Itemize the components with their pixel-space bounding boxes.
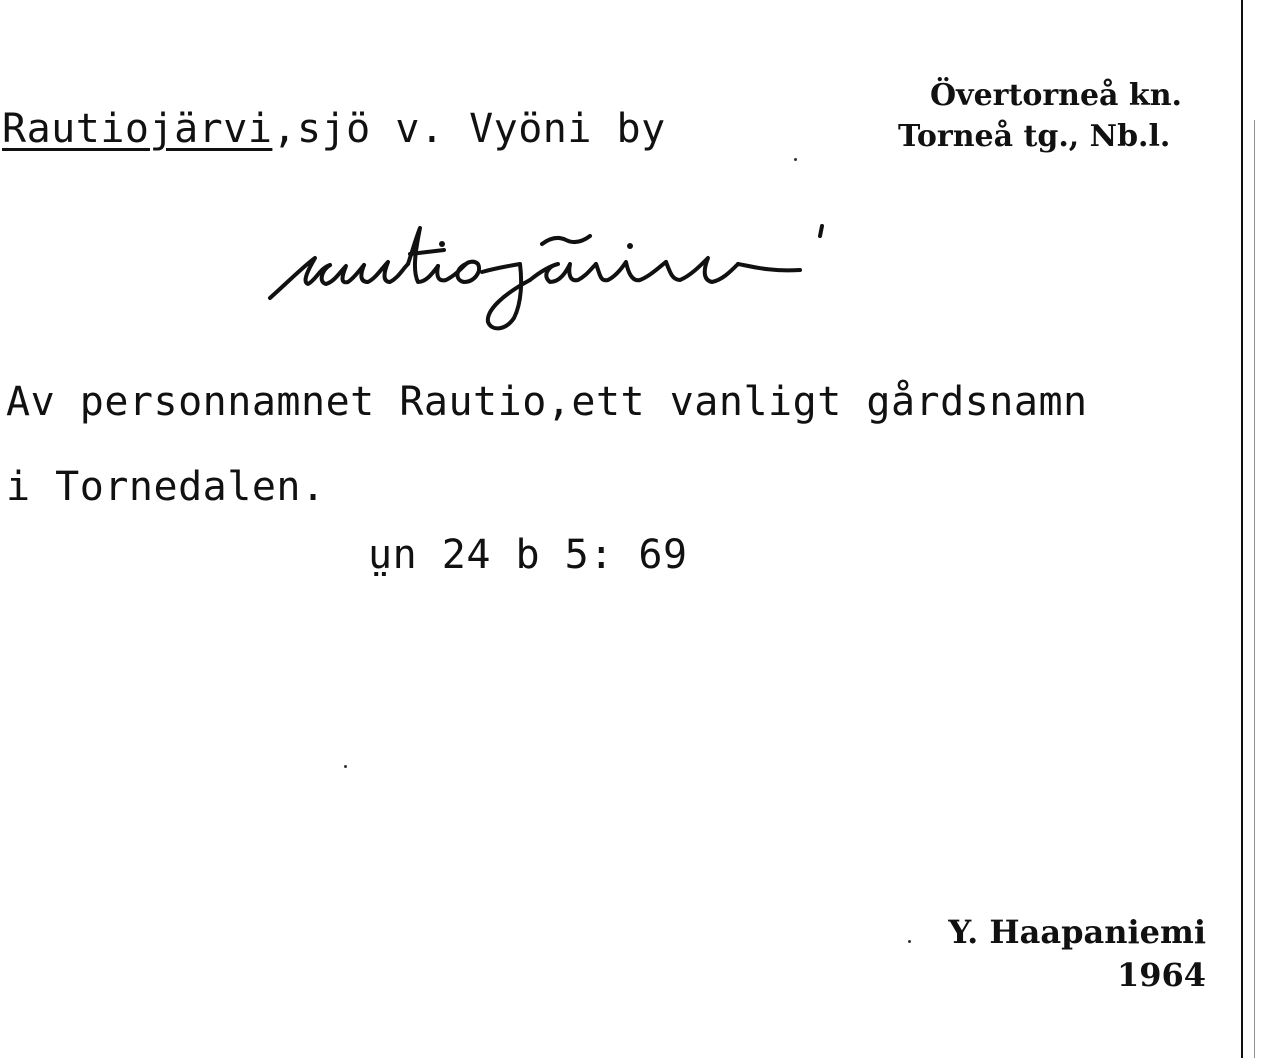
explanation-line-1: Av personnamnet Rautio,ett vanligt gårdsnamn bbox=[6, 379, 1088, 425]
card-edge-line bbox=[1241, 0, 1243, 1058]
collector-name: Y. Haapaniemi bbox=[948, 913, 1206, 951]
ink-speck bbox=[344, 765, 347, 768]
headword-line bbox=[2, 106, 666, 152]
card-edge-shadow bbox=[1254, 120, 1255, 1058]
collection-year: 1964 bbox=[1116, 956, 1206, 994]
headword: Rautiojärvi bbox=[2, 106, 273, 152]
explanation-line-2: i Tornedalen. bbox=[6, 464, 326, 510]
district-label: Torneå tg., Nb.l. bbox=[898, 119, 1171, 154]
ink-speck bbox=[794, 158, 797, 161]
headword-description: ,sjö v. Vyöni by bbox=[272, 106, 666, 152]
handwritten-dialect-form bbox=[260, 210, 840, 340]
ink-speck bbox=[908, 940, 911, 943]
parish-label: Övertorneå kn. bbox=[930, 78, 1182, 113]
archive-reference: ṳn 24 b 5: 69 bbox=[368, 532, 688, 578]
